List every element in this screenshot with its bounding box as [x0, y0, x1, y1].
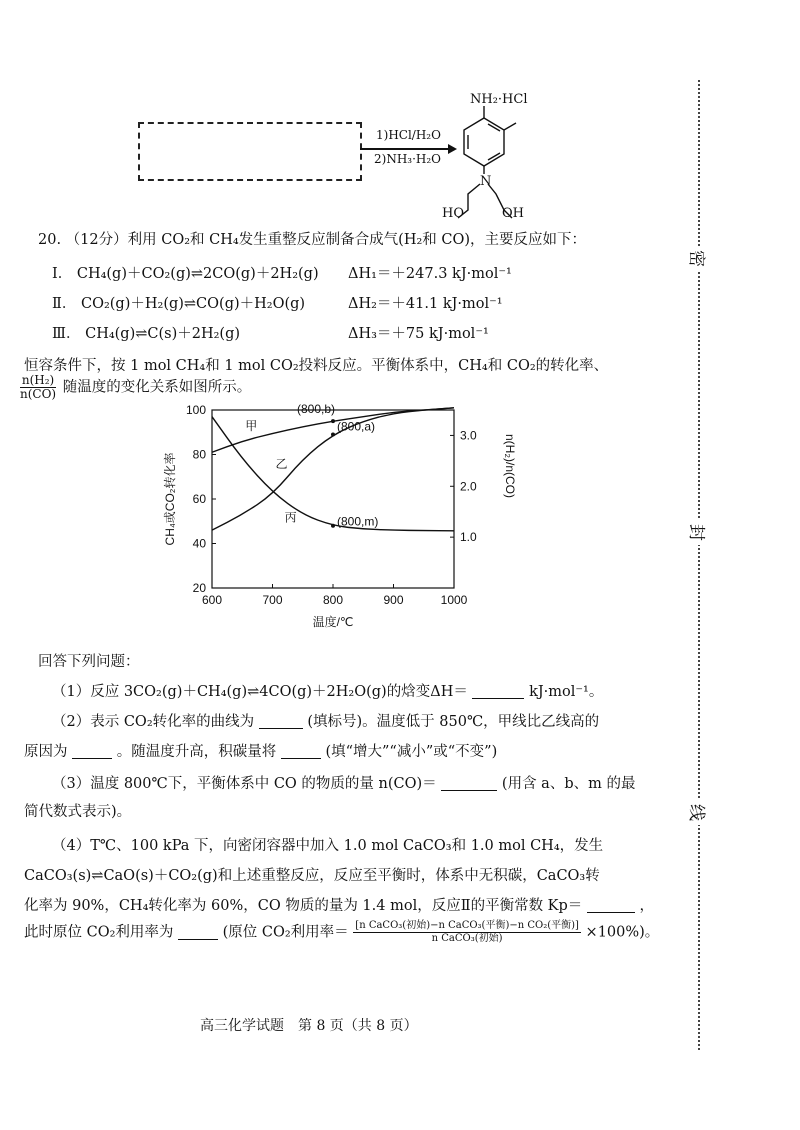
y-tick-label-right: 2.0: [460, 479, 477, 494]
seal-dotted-line: [698, 80, 700, 1050]
annotation-point: [331, 524, 335, 528]
page-footer: 高三化学试题 第 8 页（共 8 页）: [200, 1018, 418, 1034]
reaction-3: [52, 322, 240, 343]
q4-kp-blank[interactable]: [587, 898, 635, 913]
x-tick-label: 900: [383, 593, 404, 607]
reaction-1: [52, 262, 319, 283]
reagent-top: 1)HCl/H₂O: [376, 128, 441, 142]
ratio-numerator: n(H₂): [21, 373, 55, 387]
ratio-tail: 随温度的变化关系如图所示。: [62, 379, 252, 396]
amine-label: NH₂·HCl: [470, 92, 528, 107]
q3-line-2: 简代数式表示)。: [24, 804, 132, 820]
seal-char-mi: 密: [686, 246, 710, 271]
seal-char-xian: 线: [686, 800, 710, 825]
q3-answer-blank[interactable]: [441, 776, 497, 791]
q4-line-2: CaCO₃(s)⇌CaO(s)＋CO₂(g)和上述重整反应，反应至平衡时，体系中无积碳，CaCO₃转: [24, 868, 600, 884]
reaction-2-enthalpy: ΔH₂＝＋41.1 kJ·mol⁻¹: [348, 296, 503, 312]
y-tick-label-left: 40: [192, 536, 206, 551]
q3-text-a: （3）温度 800℃下，平衡体系中 CO 的物质的量 n(CO)＝: [52, 776, 437, 792]
reaction-equation: CO₂(g)＋H₂(g)⇌CO(g)＋H₂O(g): [80, 296, 306, 312]
q4-line-1: （4）T℃、100 kPa 下，向密闭容器中加入 1.0 mol CaCO₃和 1.0 mol CH₄，发生: [52, 838, 604, 854]
q3-line-1: [52, 772, 635, 793]
question-intro: [38, 228, 586, 249]
q1-line: [52, 680, 603, 701]
utilization-denominator: n CaCO₃(初始): [431, 933, 503, 944]
y-tick-label-left: 100: [185, 403, 206, 417]
q1-answer-blank[interactable]: [472, 684, 524, 699]
q2-text-b: (填标号)。温度低于 850℃，甲线比乙线高的: [307, 714, 600, 730]
x-tick-label: 700: [262, 593, 283, 607]
q4-text-f: (原位 CO₂利用率＝: [222, 924, 349, 941]
q2-text-a: （2）表示 CO₂转化率的曲线为: [52, 714, 255, 730]
utilization-fraction: [353, 920, 581, 945]
answer-prompt: 回答下列问题：: [38, 654, 140, 670]
q2-text-e: (填“增大”“减小”或“不变”): [325, 744, 498, 760]
q2-curve-blank[interactable]: [259, 714, 303, 729]
x-tick-label: 800: [322, 593, 344, 607]
x-tick-label: 1000: [440, 593, 468, 607]
q1-unit: kJ·mol⁻¹。: [529, 684, 604, 700]
q2-carbon-blank[interactable]: [281, 744, 321, 759]
ratio-denominator: n(CO): [20, 387, 57, 401]
product-structure: [440, 90, 560, 225]
y-axis-label-left: CH₄或CO₂转化率: [163, 452, 177, 546]
q4-utilization-blank[interactable]: [178, 925, 218, 940]
ratio-fraction: [18, 374, 58, 401]
q2-line-2: [24, 740, 497, 761]
q4-line-3: [24, 894, 654, 915]
q2-text-d: 。随温度升高，积碳量将: [116, 744, 277, 760]
annotation-label: (800,a): [337, 419, 376, 434]
oh-left-label: HO: [442, 206, 464, 221]
q4-text-c: 化率为 90%，CH₄转化率为 60%，CO 物质的量为 1.4 mol，反应Ⅱ的平衡常数 Kp＝: [24, 898, 583, 914]
x-tick-label: 600: [201, 593, 223, 607]
question-intro-text: （12分）利用 CO₂和 CH₄发生重整反应制备合成气(H₂和 CO)，主要反应如下：: [65, 232, 587, 248]
annotation-label: (800,b): [297, 402, 336, 417]
q4-text-g: ×100%)。: [585, 924, 660, 941]
annotation-point: [331, 419, 335, 423]
series-label-bing: 丙: [284, 510, 297, 525]
reaction-label: Ⅱ．: [52, 296, 77, 312]
conversion-chart: [150, 402, 530, 640]
annotation-label: (800,m): [337, 514, 379, 529]
q2-line-1: [52, 710, 599, 731]
utilization-numerator: [n CaCO₃(初始)−n CaCO₃(平衡)−n CO₂(平衡)]: [355, 920, 579, 931]
y-tick-label-left: 60: [192, 492, 206, 506]
ratio-line: [18, 374, 251, 401]
seal-char-feng: 封: [686, 520, 710, 545]
condition-line: 恒容条件下，按 1 mol CH₄和 1 mol CO₂投料反应。平衡体系中，CH₄和 CO₂的转化率、: [24, 358, 609, 374]
q2-text-c: 原因为: [24, 744, 68, 760]
q2-reason-blank[interactable]: [72, 744, 112, 759]
y-axis-label-right: n(H₂)/n(CO): [503, 434, 517, 498]
reagent-bottom: 2)NH₃·H₂O: [374, 152, 442, 166]
y-tick-label-right: 3.0: [460, 428, 477, 443]
x-axis-label: 温度/℃: [312, 615, 354, 629]
reaction-equation: CH₄(g)⇌C(s)＋2H₂(g): [85, 326, 241, 342]
annotation-point: [331, 432, 335, 436]
q3-text-b: (用含 a、b、m 的最: [501, 776, 636, 792]
y-tick-label-left: 20: [192, 581, 206, 595]
series-label-yi: 乙: [275, 456, 288, 471]
methyl-bond: [504, 123, 516, 130]
reactant-placeholder-box: [138, 122, 362, 181]
y-tick-label-left: 80: [192, 447, 206, 462]
q1-text: （1）反应 3CO₂(g)＋CH₄(g)⇌4CO(g)＋2H₂O(g)的焓变ΔH＝: [52, 684, 468, 700]
q4-text-e: 此时原位 CO₂利用率为: [24, 924, 174, 941]
n-label: N: [480, 174, 492, 189]
reaction-2: [52, 292, 305, 313]
reaction-equation: CH₄(g)＋CO₂(g)⇌2CO(g)＋2H₂(g): [76, 266, 319, 282]
series-label-jia: 甲: [245, 419, 258, 434]
plot-frame: [212, 410, 454, 588]
reaction-3-enthalpy: ΔH₃＝＋75 kJ·mol⁻¹: [348, 326, 489, 342]
reaction-arrow: [360, 148, 452, 150]
q4-text-d: ，: [639, 898, 655, 914]
q4-line-4: [24, 920, 659, 945]
question-number: 20.: [38, 232, 62, 248]
oh-right-label: OH: [502, 206, 524, 221]
y-tick-label-right: 1.0: [460, 530, 477, 545]
reaction-1-enthalpy: ΔH₁＝＋247.3 kJ·mol⁻¹: [348, 266, 512, 282]
benzene-ring: [464, 118, 504, 166]
reaction-label: Ⅲ．: [52, 326, 81, 342]
reaction-label: Ⅰ．: [52, 266, 73, 282]
